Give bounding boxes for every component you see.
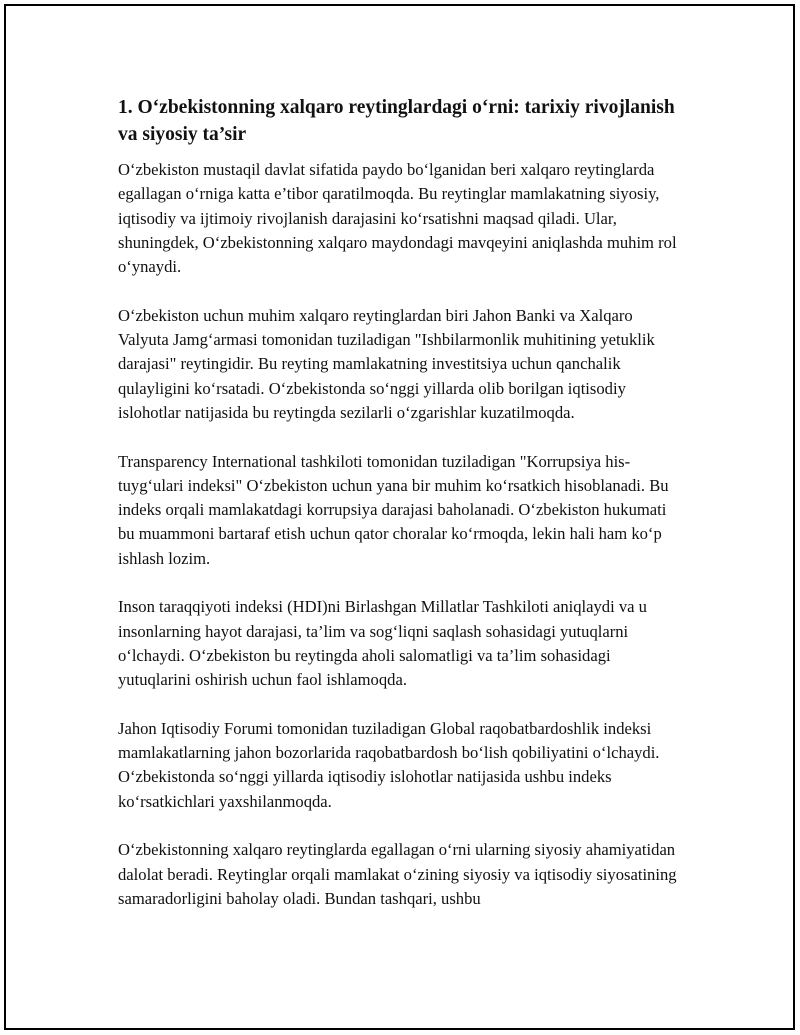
- document-body: [118, 94, 686, 936]
- paragraph-business-environment: O‘zbekiston uchun muhim xalqaro reytinglardan biri Jahon Banki va Xalqaro Valyuta Jamg‘armasi tomonidan tuziladigan "Ishbilarmonlik muhitining yetuklik darajasi" reytingidir. Bu reyting mamlakatning investitsiya uchun qanchalik qulayligini ko‘rsatadi. O‘zbekistonda so‘nggi yillarda olib borilgan iqtisodiy islohotlar natijasida bu reytingda sezilarli o‘zgarishlar kuzatilmoqda.: [118, 305, 655, 422]
- paragraph-intro: O‘zbekiston mustaqil davlat sifatida paydo bo‘lganidan beri xalqaro reytinglarda egallagan o‘rniga katta e’tibor qaratilmoqda. Bu reytinglar mamlakatning siyosiy, iqtisodiy va ijtimoiy rivojlanish darajasini ko‘rsatishni maqsad qiladi. Ular, shuningdek, O‘zbekistonning xalqaro maydondagi mavqeyini aniqlashda muhim rol o‘ynaydi.: [118, 160, 677, 277]
- paragraph-competitiveness-index: Jahon Iqtisodiy Forumi tomonidan tuziladigan Global raqobatbardoshlik indeksi mamlakatlarning jahon bozorlarida raqobatbardosh bo‘lish qobiliyatini o‘lchaydi. O‘zbekistonda so‘nggi yillarda iqtisodiy islohotlar natijasida ushbu indeks ko‘rsatkichlari yaxshilanmoqda.: [118, 718, 660, 811]
- paragraph-human-development-index: Inson taraqqiyoti indeksi (HDI)ni Birlashgan Millatlar Tashkiloti aniqlaydi va u insonlarning hayot darajasi, ta’lim va sog‘liqni saqlash sohasidagi yutuqlarni o‘lchaydi. O‘zbekiston bu reytingda aholi salomatligi va ta’lim sohasidagi yutuqlarini oshirish uchun faol ishlamoqda.: [118, 597, 647, 690]
- section-heading: 1. O‘zbekistonning xalqaro reytinglardagi o‘rni: tarixiy rivojlanish va siyosiy ta’sir: [118, 97, 675, 145]
- paragraph-corruption-index: Transparency International tashkiloti tomonidan tuziladigan "Korrupsiya his-tuyg‘ulari indeksi" O‘zbekiston uchun yana bir muhim ko‘rsatkich hisoblanadi. Bu indeks orqali mamlakatdagi korrupsiya darajasi baholanadi. O‘zbekiston hukumati bu muammoni bartaraf etish uchun qator choralar ko‘rmoqda, lekin hali ham ko‘p ishlash lozim.: [118, 451, 669, 568]
- paragraph-political-significance: O‘zbekistonning xalqaro reytinglarda egallagan o‘rni ularning siyosiy ahamiyatidan dalolat beradi. Reytinglar orqali mamlakat o‘zining siyosiy va iqtisodiy siyosatining samaradorligini baholay oladi. Bundan tashqari, ushbu: [118, 840, 677, 908]
